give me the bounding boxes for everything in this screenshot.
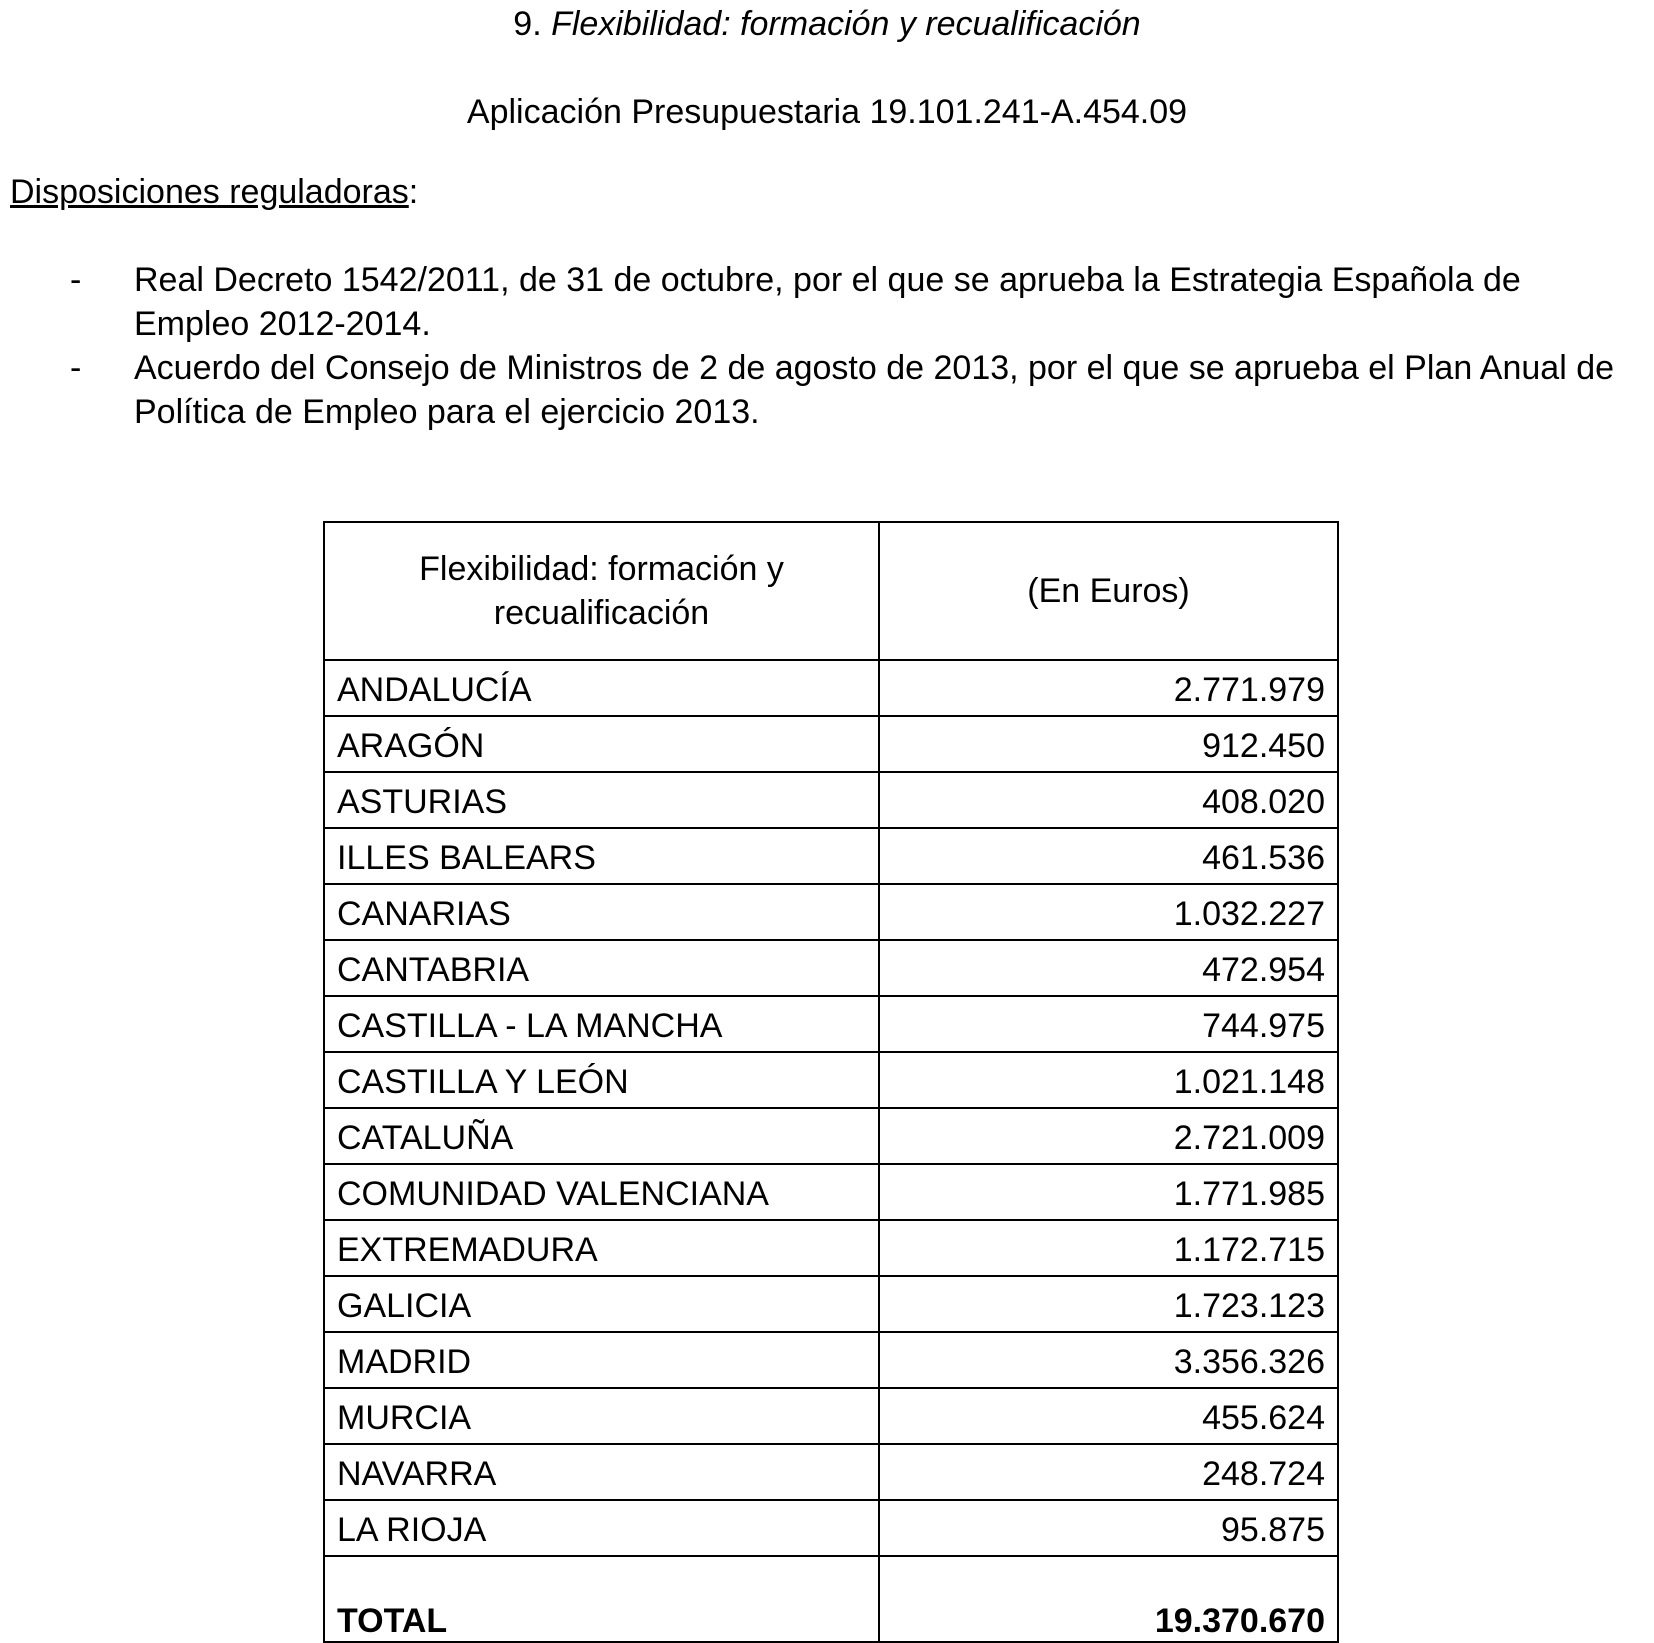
table-row bbox=[324, 660, 1338, 716]
table-row bbox=[324, 828, 1338, 884]
region-name: EXTREMADURA bbox=[324, 1220, 879, 1276]
region-name: ANDALUCÍA bbox=[324, 660, 879, 716]
dispositions-colon: : bbox=[408, 173, 419, 211]
region-amount: 1.771.985 bbox=[879, 1164, 1338, 1220]
table-row bbox=[324, 996, 1338, 1052]
header-unit: (En Euros) bbox=[879, 522, 1338, 660]
table-header-row bbox=[324, 522, 1338, 660]
region-amount: 2.721.009 bbox=[879, 1108, 1338, 1164]
table-row bbox=[324, 1164, 1338, 1220]
region-amount: 472.954 bbox=[879, 940, 1338, 996]
total-amount: 19.370.670 bbox=[879, 1556, 1338, 1642]
region-amount: 1.021.148 bbox=[879, 1052, 1338, 1108]
region-amount: 95.875 bbox=[879, 1500, 1338, 1556]
bullet-dash: - bbox=[70, 261, 82, 299]
allocation-table bbox=[323, 521, 1339, 1643]
table-row bbox=[324, 1388, 1338, 1444]
region-amount: 2.771.979 bbox=[879, 660, 1338, 716]
region-amount: 248.724 bbox=[879, 1444, 1338, 1500]
disposition-text: Real Decreto 1542/2011, de 31 de octubre, por el que se aprueba la Estrategia Española de Empleo 2012-2014. bbox=[134, 261, 1521, 343]
region-amount: 744.975 bbox=[879, 996, 1338, 1052]
region-name: LA RIOJA bbox=[324, 1500, 879, 1556]
header-concept: Flexibilidad: formación y recualificación bbox=[324, 522, 879, 660]
region-name: MURCIA bbox=[324, 1388, 879, 1444]
table-row bbox=[324, 1276, 1338, 1332]
section-number: 9. bbox=[513, 5, 542, 43]
dispositions-heading bbox=[10, 172, 418, 212]
region-amount: 1.723.123 bbox=[879, 1276, 1338, 1332]
total-label: TOTAL bbox=[324, 1556, 879, 1642]
region-name: CASTILLA Y LEÓN bbox=[324, 1052, 879, 1108]
bullet-dash: - bbox=[70, 349, 82, 387]
region-amount: 912.450 bbox=[879, 716, 1338, 772]
table-row bbox=[324, 1500, 1338, 1556]
region-name: CANARIAS bbox=[324, 884, 879, 940]
table-row bbox=[324, 772, 1338, 828]
table-row bbox=[324, 884, 1338, 940]
table-row bbox=[324, 1108, 1338, 1164]
section-heading bbox=[0, 4, 1654, 44]
total-row bbox=[324, 1556, 1338, 1642]
table-row bbox=[324, 1052, 1338, 1108]
table-row bbox=[324, 1332, 1338, 1388]
section-title: Flexibilidad: formación y recualificación bbox=[551, 5, 1141, 43]
table-row bbox=[324, 1220, 1338, 1276]
region-name: NAVARRA bbox=[324, 1444, 879, 1500]
region-name: GALICIA bbox=[324, 1276, 879, 1332]
region-name: COMUNIDAD VALENCIANA bbox=[324, 1164, 879, 1220]
region-name: ILLES BALEARS bbox=[324, 828, 879, 884]
region-amount: 1.032.227 bbox=[879, 884, 1338, 940]
region-amount: 461.536 bbox=[879, 828, 1338, 884]
region-amount: 455.624 bbox=[879, 1388, 1338, 1444]
region-amount: 3.356.326 bbox=[879, 1332, 1338, 1388]
region-name: CATALUÑA bbox=[324, 1108, 879, 1164]
region-name: ARAGÓN bbox=[324, 716, 879, 772]
table-row bbox=[324, 716, 1338, 772]
table-row bbox=[324, 1444, 1338, 1500]
region-name: CASTILLA - LA MANCHA bbox=[324, 996, 879, 1052]
dispositions-label: Disposiciones reguladoras bbox=[10, 173, 409, 211]
region-amount: 408.020 bbox=[879, 772, 1338, 828]
budget-application: Aplicación Presupuestaria 19.101.241-A.454.09 bbox=[466, 93, 1188, 131]
region-name: ASTURIAS bbox=[324, 772, 879, 828]
table-row bbox=[324, 940, 1338, 996]
region-amount: 1.172.715 bbox=[879, 1220, 1338, 1276]
disposition-text: Acuerdo del Consejo de Ministros de 2 de agosto de 2013, por el que se aprueba el Plan Anual de Política de Empleo para el ejercicio 2013. bbox=[134, 349, 1615, 431]
region-name: MADRID bbox=[324, 1332, 879, 1388]
region-name: CANTABRIA bbox=[324, 940, 879, 996]
